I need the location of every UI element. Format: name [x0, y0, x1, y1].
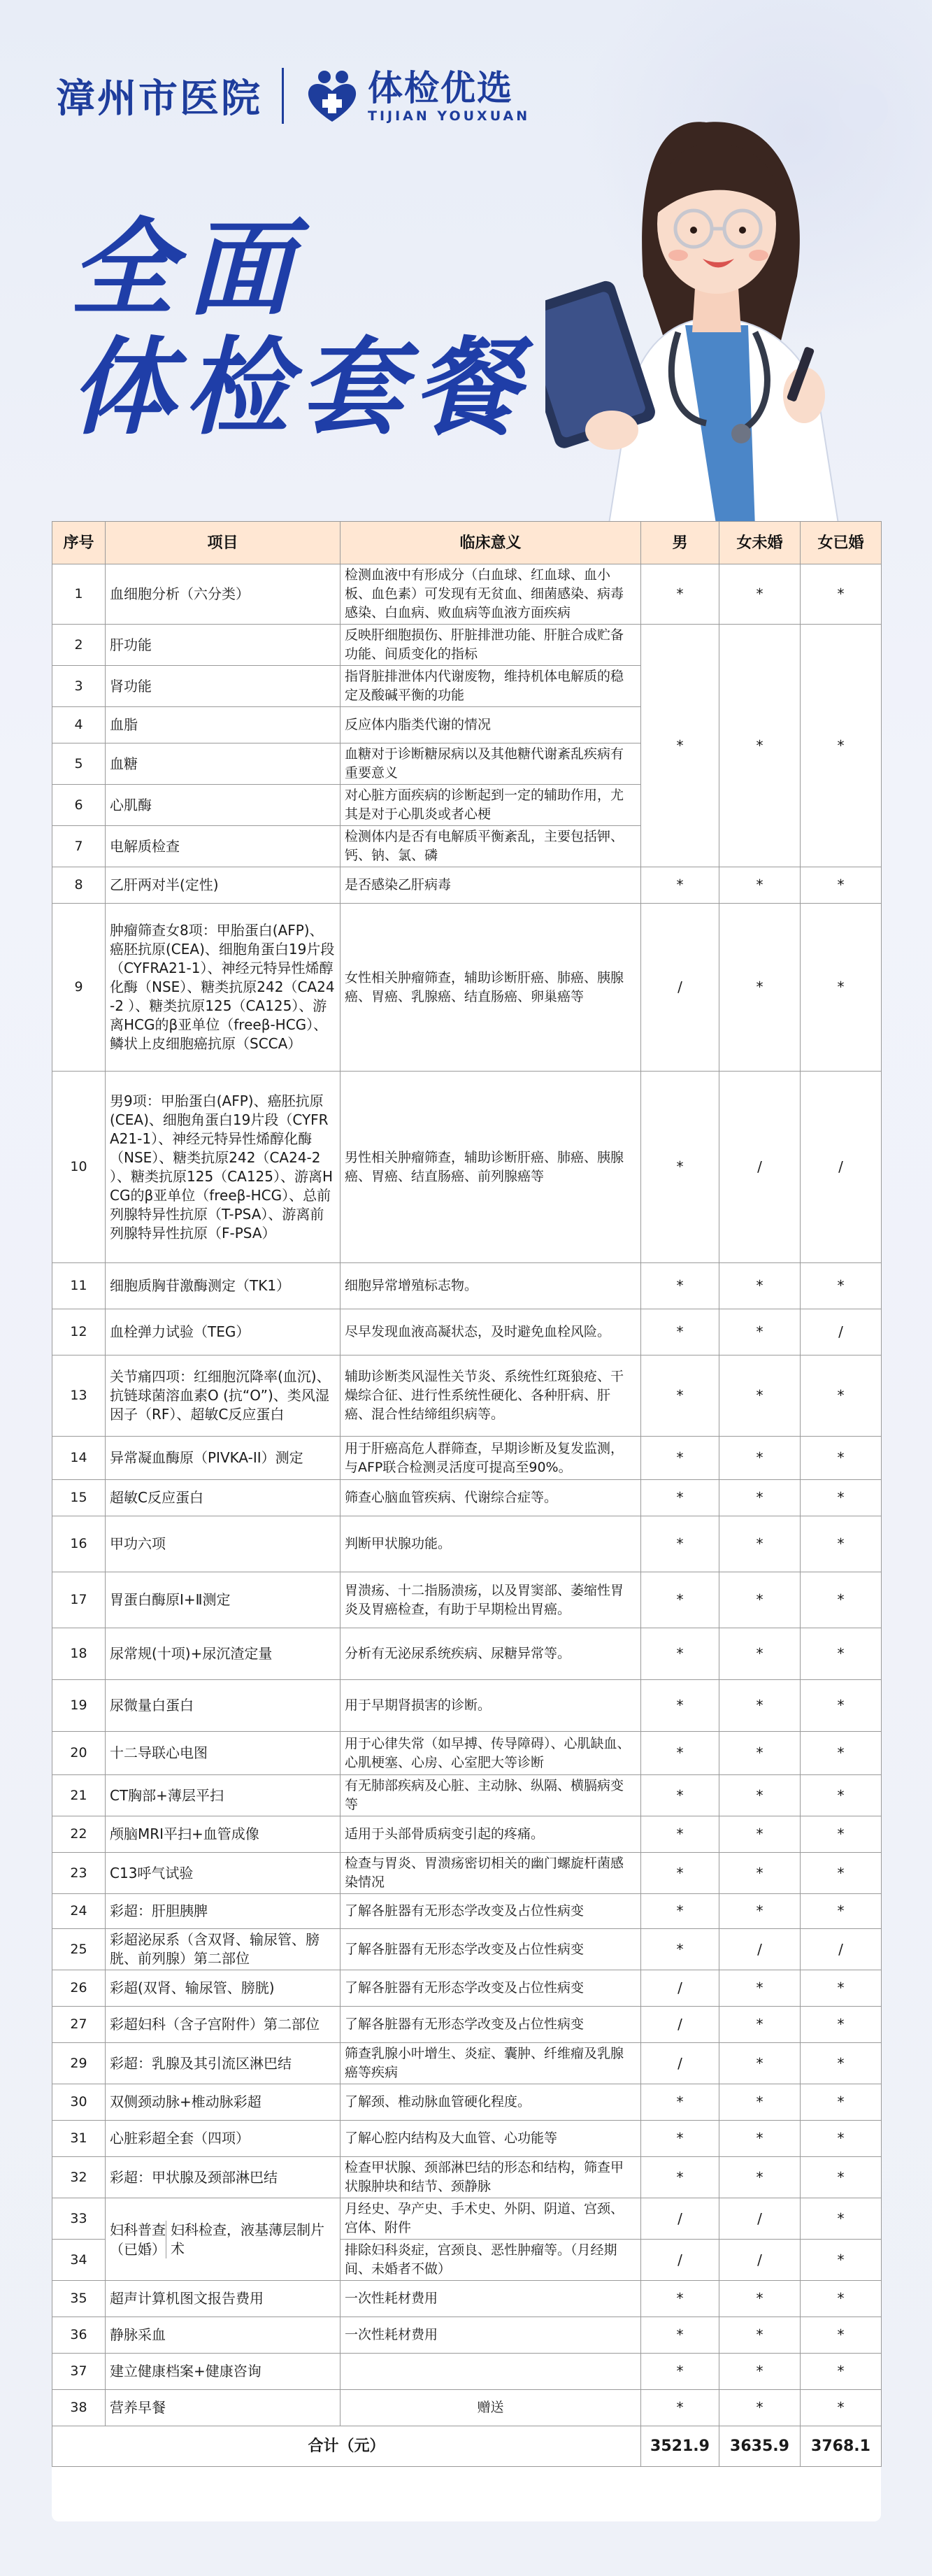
table-row — [52, 2354, 882, 2390]
row-male: * — [641, 1480, 719, 1516]
row-female-unmarried: * — [719, 1572, 801, 1628]
row-female-married: * — [801, 1628, 882, 1680]
row-no: 37 — [52, 2354, 106, 2390]
row-meaning: 赠送 — [340, 2390, 641, 2426]
table-row — [52, 564, 882, 625]
row-male: * — [641, 1309, 719, 1355]
row-meaning: 了解各脏器有无形态学改变及占位性病变 — [340, 2007, 641, 2043]
row-meaning: 了解各脏器有无形态学改变及占位性病变 — [340, 1970, 641, 2007]
row-item: 彩超泌尿系（含双肾、输尿管、膀胱、前列腺）第二部位 — [106, 1929, 340, 1970]
total-female-married: 3768.1 — [801, 2426, 882, 2467]
row-item: 胃蛋白酶原Ⅰ+Ⅱ测定 — [106, 1572, 340, 1628]
row-no: 38 — [52, 2390, 106, 2426]
row-female-married: * — [801, 1894, 882, 1929]
row-male: * — [641, 2317, 719, 2354]
row-male: / — [641, 1970, 719, 2007]
row-item-group — [106, 2198, 340, 2281]
row-female-unmarried: * — [719, 564, 801, 625]
row-female-married: * — [801, 2354, 882, 2390]
row-no: 16 — [52, 1516, 106, 1572]
row-no: 8 — [52, 867, 106, 904]
row-no: 32 — [52, 2157, 106, 2198]
row-female-unmarried: * — [719, 2157, 801, 2198]
row-male: * — [641, 1516, 719, 1572]
row-female-unmarried: * — [719, 2390, 801, 2426]
row-no: 33 — [52, 2198, 106, 2240]
col-header-female-unmarried: 女未婚 — [719, 522, 801, 564]
row-meaning: 男性相关肿瘤筛查，辅助诊断肝癌、肺癌、胰腺癌、胃癌、结直肠癌、前列腺癌等 — [340, 1072, 641, 1263]
row-male: * — [641, 2084, 719, 2121]
package-table — [52, 521, 882, 2467]
row-item: 彩超：甲状腺及颈部淋巴结 — [106, 2157, 340, 2198]
row-item: 彩超(双肾、输尿管、膀胱) — [106, 1970, 340, 2007]
row-female-unmarried: / — [719, 1929, 801, 1970]
row-no: 35 — [52, 2281, 106, 2317]
row-male: / — [641, 2198, 719, 2240]
row-item: 血栓弹力试验（TEG） — [106, 1309, 340, 1355]
row-male: * — [641, 1929, 719, 1970]
row-no: 3 — [52, 666, 106, 707]
row-female-unmarried: * — [719, 1732, 801, 1775]
row-no: 27 — [52, 2007, 106, 2043]
row-meaning: 检测血液中有形成分（白血球、红血球、血小板、血色素）可发现有无贫血、细菌感染、病毒感染、白血病、败血病等血液方面疾病 — [340, 564, 641, 625]
row-female-unmarried: * — [719, 2043, 801, 2084]
row-no: 21 — [52, 1775, 106, 1816]
table-row — [52, 1853, 882, 1894]
row-female-married: * — [801, 2240, 882, 2281]
row-item: 细胞质胸苷激酶测定（TK1） — [106, 1263, 340, 1309]
row-female-married: * — [801, 1355, 882, 1437]
table-row — [52, 2007, 882, 2043]
table-row — [52, 1680, 882, 1732]
row-no: 1 — [52, 564, 106, 625]
row-item: 尿常规(十项)+尿沉渣定量 — [106, 1628, 340, 1680]
row-meaning: 排除妇科炎症，宫颈良、恶性肿瘤等。（月经期间、未婚者不做） — [340, 2240, 641, 2281]
table-row — [52, 1480, 882, 1516]
row-meaning: 反映肝细胞损伤、肝脏排泄功能、肝脏合成贮备功能、间质变化的指标 — [340, 625, 641, 666]
row-female-married: * — [801, 2281, 882, 2317]
table-row — [52, 2084, 882, 2121]
row-female-unmarried: * — [719, 2007, 801, 2043]
package-table-panel — [52, 521, 881, 2521]
row-female-married: * — [801, 1516, 882, 1572]
row-item: 肝功能 — [106, 625, 340, 666]
row-male: * — [641, 2157, 719, 2198]
row-no: 29 — [52, 2043, 106, 2084]
row-female-married: * — [801, 1572, 882, 1628]
table-row — [52, 625, 882, 666]
row-female-unmarried: * — [719, 1437, 801, 1480]
row-female-married: / — [801, 1309, 882, 1355]
row-meaning: 用于心律失常（如早搏、传导障碍）、心肌缺血、心肌梗塞、心房、心室肥大等诊断 — [340, 1732, 641, 1775]
logo-row — [56, 64, 530, 127]
row-male: / — [641, 904, 719, 1072]
row-item: 超敏C反应蛋白 — [106, 1480, 340, 1516]
table-row — [52, 1263, 882, 1309]
row-female-unmarried: * — [719, 2084, 801, 2121]
table-row — [52, 904, 882, 1072]
row-female-unmarried: * — [719, 1480, 801, 1516]
row-female-unmarried: * — [719, 1263, 801, 1309]
row-male: * — [641, 1437, 719, 1480]
row-item: 双侧颈动脉+椎动脉彩超 — [106, 2084, 340, 2121]
row-no: 36 — [52, 2317, 106, 2354]
row-item: 超声计算机图文报告费用 — [106, 2281, 340, 2317]
row-no: 19 — [52, 1680, 106, 1732]
row-item: 心肌酶 — [106, 785, 340, 826]
row-item: 营养早餐 — [106, 2390, 340, 2426]
row-item: 彩超：肝胆胰脾 — [106, 1894, 340, 1929]
row-female-married: * — [801, 1263, 882, 1309]
row-male: * — [641, 2281, 719, 2317]
group-male: * — [641, 625, 719, 867]
hospital-name: 漳州市医院 — [56, 76, 262, 122]
row-meaning: 用于肝癌高危人群筛查，早期诊断及复发监测，与AFP联合检测灵活度可提高至90%。 — [340, 1437, 641, 1480]
row-item: 乙肝两对半(定性) — [106, 867, 340, 904]
row-female-married: * — [801, 2007, 882, 2043]
col-header-female-married: 女已婚 — [801, 522, 882, 564]
row-no: 15 — [52, 1480, 106, 1516]
table-row — [52, 1516, 882, 1572]
table-row — [52, 2121, 882, 2157]
title-line-1: 全面 — [70, 208, 306, 330]
row-female-unmarried: * — [719, 1970, 801, 2007]
row-male: * — [641, 1775, 719, 1816]
row-female-unmarried: * — [719, 2281, 801, 2317]
logo-divider — [282, 68, 284, 124]
row-no: 18 — [52, 1628, 106, 1680]
table-row — [52, 1929, 882, 1970]
row-male: * — [641, 1816, 719, 1853]
table-total-row — [52, 2426, 882, 2467]
table-row — [52, 1309, 882, 1355]
row-male: * — [641, 1732, 719, 1775]
total-label: 合计（元） — [52, 2426, 641, 2467]
row-male: * — [641, 564, 719, 625]
row-item: 静脉采血 — [106, 2317, 340, 2354]
title-line-2: 体检套餐 — [70, 327, 529, 449]
row-female-married: * — [801, 2121, 882, 2157]
row-male: * — [641, 1572, 719, 1628]
row-item: 心脏彩超全套（四项） — [106, 2121, 340, 2157]
row-no: 23 — [52, 1853, 106, 1894]
row-item: 尿微量白蛋白 — [106, 1680, 340, 1732]
row-item: 血脂 — [106, 707, 340, 743]
row-female-unmarried: * — [719, 1628, 801, 1680]
row-meaning: 细胞异常增殖标志物。 — [340, 1263, 641, 1309]
row-item: 肿瘤筛查女8项：甲胎蛋白(AFP)、癌胚抗原(CEA)、细胞角蛋白19片段（CYFRA21-1）、神经元特异性烯醇化酶（NSE）、糖类抗原242（CA24-2 ）、糖类抗原125（CA125）、游离HCG的β亚单位（freeβ-HCG）、鳞状上皮细胞癌抗原（SCCA） — [106, 904, 340, 1072]
row-female-married: * — [801, 1853, 882, 1894]
row-item: 电解质检查 — [106, 826, 340, 867]
row-female-unmarried: * — [719, 2121, 801, 2157]
row-female-unmarried: * — [719, 1516, 801, 1572]
row-item: 血细胞分析（六分类） — [106, 564, 340, 625]
row-meaning: 辅助诊断类风湿性关节炎、系统性红斑狼疮、干燥综合征、进行性系统性硬化、各种肝病、肝癌、混合性结缔组织病等。 — [340, 1355, 641, 1437]
gyn-group-label: 妇科普查（已婚） — [110, 2221, 166, 2258]
row-no: 25 — [52, 1929, 106, 1970]
row-meaning: 了解各脏器有无形态学改变及占位性病变 — [340, 1929, 641, 1970]
row-female-married: * — [801, 2084, 882, 2121]
row-meaning: 了解颈、椎动脉血管硬化程度。 — [340, 2084, 641, 2121]
row-no: 12 — [52, 1309, 106, 1355]
total-male: 3521.9 — [641, 2426, 719, 2467]
row-female-unmarried: * — [719, 1775, 801, 1816]
table-row — [52, 1437, 882, 1480]
row-meaning: 检查甲状腺、颈部淋巴结的形态和结构，筛查甲状腺肿块和结节、颈静脉 — [340, 2157, 641, 2198]
row-no: 31 — [52, 2121, 106, 2157]
row-no: 5 — [52, 743, 106, 785]
row-meaning: 一次性耗材费用 — [340, 2281, 641, 2317]
row-no: 17 — [52, 1572, 106, 1628]
row-meaning: 筛查心脑血管疾病、代谢综合症等。 — [340, 1480, 641, 1516]
row-meaning: 筛查乳腺小叶增生、炎症、囊肿、纤维瘤及乳腺癌等疾病 — [340, 2043, 641, 2084]
row-meaning: 了解心腔内结构及大血管、心功能等 — [340, 2121, 641, 2157]
table-row — [52, 1355, 882, 1437]
row-no: 2 — [52, 625, 106, 666]
row-item: 建立健康档案+健康咨询 — [106, 2354, 340, 2390]
table-row — [52, 2043, 882, 2084]
row-female-unmarried: * — [719, 1894, 801, 1929]
table-row — [52, 1894, 882, 1929]
table-row — [52, 1970, 882, 2007]
row-no: 11 — [52, 1263, 106, 1309]
row-meaning: 反应体内脂类代谢的情况 — [340, 707, 641, 743]
row-item: 关节痛四项：红细胞沉降率(血沉)、抗链球菌溶血素O (抗“O”)、类风湿因子（RF）、超敏C反应蛋白 — [106, 1355, 340, 1437]
row-meaning: 分析有无泌尿系统疾病、尿糖异常等。 — [340, 1628, 641, 1680]
col-header-no: 序号 — [52, 522, 106, 564]
row-item: C13呼气试验 — [106, 1853, 340, 1894]
row-male: * — [641, 1263, 719, 1309]
row-meaning: 指肾脏排泄体内代谢废物，维持机体电解质的稳定及酸碱平衡的功能 — [340, 666, 641, 707]
row-female-unmarried: * — [719, 1355, 801, 1437]
doctor-illustration — [545, 66, 909, 521]
table-row — [52, 1732, 882, 1775]
row-meaning: 检查与胃炎、胃溃疡密切相关的幽门螺旋杆菌感染情况 — [340, 1853, 641, 1894]
row-meaning: 尽早发现血液高凝状态，及时避免血栓风险。 — [340, 1309, 641, 1355]
row-meaning: 有无肺部疾病及心脏、主动脉、纵隔、横膈病变等 — [340, 1775, 641, 1816]
row-male: * — [641, 2121, 719, 2157]
row-female-unmarried: * — [719, 2317, 801, 2354]
row-no: 4 — [52, 707, 106, 743]
row-no: 22 — [52, 1816, 106, 1853]
row-male: * — [641, 1355, 719, 1437]
row-meaning: 一次性耗材费用 — [340, 2317, 641, 2354]
row-item: 男9项：甲胎蛋白(AFP)、癌胚抗原(CEA)、细胞角蛋白19片段（CYFRA21-1）、神经元特异性烯醇化酶（NSE）、糖类抗原242（CA24-2 ）、糖类抗原125（CA125）、游离HCG的β亚单位（freeβ-HCG）、总前列腺特异性抗原（T-PSA）、游离前列腺特异性抗原（F-PSA） — [106, 1072, 340, 1263]
row-female-married: * — [801, 2043, 882, 2084]
row-meaning: 判断甲状腺功能。 — [340, 1516, 641, 1572]
row-item: 肾功能 — [106, 666, 340, 707]
row-meaning: 血糖对于诊断糖尿病以及其他糖代谢紊乱疾病有重要意义 — [340, 743, 641, 785]
row-no: 20 — [52, 1732, 106, 1775]
table-row — [52, 1775, 882, 1816]
row-female-married: * — [801, 1437, 882, 1480]
row-meaning: 胃溃疡、十二指肠溃疡，以及胃窦部、萎缩性胃炎及胃癌检查，有助于早期检出胃癌。 — [340, 1572, 641, 1628]
row-female-unmarried: * — [719, 1853, 801, 1894]
row-female-married: * — [801, 1970, 882, 2007]
row-female-married: * — [801, 1775, 882, 1816]
row-female-married: * — [801, 1480, 882, 1516]
row-item: 彩超：乳腺及其引流区淋巴结 — [106, 2043, 340, 2084]
row-male: * — [641, 867, 719, 904]
row-meaning: 适用于头部骨质病变引起的疼痛。 — [340, 1816, 641, 1853]
row-male: / — [641, 2007, 719, 2043]
gyn-item-label: 妇科检查，液基薄层制片术 — [166, 2221, 336, 2258]
row-meaning — [340, 2354, 641, 2390]
row-no: 30 — [52, 2084, 106, 2121]
group-female-married: * — [801, 625, 882, 867]
row-item: 血糖 — [106, 743, 340, 785]
row-male: * — [641, 1680, 719, 1732]
table-header-row — [52, 522, 882, 564]
row-female-married: / — [801, 1072, 882, 1263]
total-female-unmarried: 3635.9 — [719, 2426, 801, 2467]
row-female-unmarried: * — [719, 904, 801, 1072]
table-row — [52, 2390, 882, 2426]
brand-pinyin: TIJIAN YOUXUAN — [368, 108, 531, 124]
row-female-married: * — [801, 2157, 882, 2198]
row-male: * — [641, 2390, 719, 2426]
row-female-unmarried: / — [719, 1072, 801, 1263]
row-female-unmarried: * — [719, 1680, 801, 1732]
row-female-unmarried: * — [719, 1309, 801, 1355]
row-female-married: * — [801, 904, 882, 1072]
row-female-married: * — [801, 867, 882, 904]
row-item: CT胸部+薄层平扫 — [106, 1775, 340, 1816]
col-header-meaning: 临床意义 — [340, 522, 641, 564]
row-no: 24 — [52, 1894, 106, 1929]
row-female-married: / — [801, 1929, 882, 1970]
row-meaning: 检测体内是否有电解质平衡紊乱，主要包括钾、钙、钠、氯、磷 — [340, 826, 641, 867]
row-no: 14 — [52, 1437, 106, 1480]
row-female-married: * — [801, 1816, 882, 1853]
row-male: * — [641, 2354, 719, 2390]
row-no: 26 — [52, 1970, 106, 2007]
table-row — [52, 1628, 882, 1680]
row-no: 10 — [52, 1072, 106, 1263]
group-female-unmarried: * — [719, 625, 801, 867]
page-header — [0, 0, 932, 521]
brand-text — [368, 68, 530, 124]
row-female-married: * — [801, 2317, 882, 2354]
row-no: 13 — [52, 1355, 106, 1437]
table-row — [52, 2317, 882, 2354]
row-item: 甲功六项 — [106, 1516, 340, 1572]
row-meaning: 女性相关肿瘤筛查，辅助诊断肝癌、肺癌、胰腺癌、胃癌、乳腺癌、结直肠癌、卵巢癌等 — [340, 904, 641, 1072]
row-male: / — [641, 2043, 719, 2084]
row-male: / — [641, 2240, 719, 2281]
row-no: 34 — [52, 2240, 106, 2281]
table-row — [52, 2281, 882, 2317]
row-female-unmarried: * — [719, 2354, 801, 2390]
table-row — [52, 867, 882, 904]
row-item: 十二导联心电图 — [106, 1732, 340, 1775]
row-female-married: * — [801, 1732, 882, 1775]
row-male: * — [641, 1894, 719, 1929]
col-header-item: 项目 — [106, 522, 340, 564]
row-male: * — [641, 1628, 719, 1680]
row-no: 9 — [52, 904, 106, 1072]
table-row — [52, 1572, 882, 1628]
table-row — [52, 2198, 882, 2240]
row-female-unmarried: * — [719, 867, 801, 904]
row-meaning: 月经史、孕产史、手术史、外阴、阴道、宫颈、宫体、附件 — [340, 2198, 641, 2240]
row-no: 6 — [52, 785, 106, 826]
row-meaning: 是否感染乙肝病毒 — [340, 867, 641, 904]
table-row — [52, 2157, 882, 2198]
row-meaning: 对心脏方面疾病的诊断起到一定的辅助作用，尤其是对于心肌炎或者心梗 — [340, 785, 641, 826]
row-female-unmarried: / — [719, 2198, 801, 2240]
table-row — [52, 1072, 882, 1263]
row-female-married: * — [801, 2390, 882, 2426]
row-female-married: * — [801, 2198, 882, 2240]
row-male: * — [641, 1072, 719, 1263]
row-male: * — [641, 1853, 719, 1894]
row-item: 颅脑MRI平扫+血管成像 — [106, 1816, 340, 1853]
table-row — [52, 1816, 882, 1853]
row-item: 异常凝血酶原（PIVKA-II）测定 — [106, 1437, 340, 1480]
row-meaning: 用于早期肾损害的诊断。 — [340, 1680, 641, 1732]
row-female-married: * — [801, 564, 882, 625]
col-header-male: 男 — [641, 522, 719, 564]
row-female-unmarried: / — [719, 2240, 801, 2281]
brand-name: 体检优选 — [368, 68, 513, 108]
row-item: 彩超妇科（含子宫附件）第二部位 — [106, 2007, 340, 2043]
row-female-unmarried: * — [719, 1816, 801, 1853]
row-female-married: * — [801, 1680, 882, 1732]
row-no: 7 — [52, 826, 106, 867]
brand-heart-cross-icon — [303, 67, 361, 124]
row-meaning: 了解各脏器有无形态学改变及占位性病变 — [340, 1894, 641, 1929]
